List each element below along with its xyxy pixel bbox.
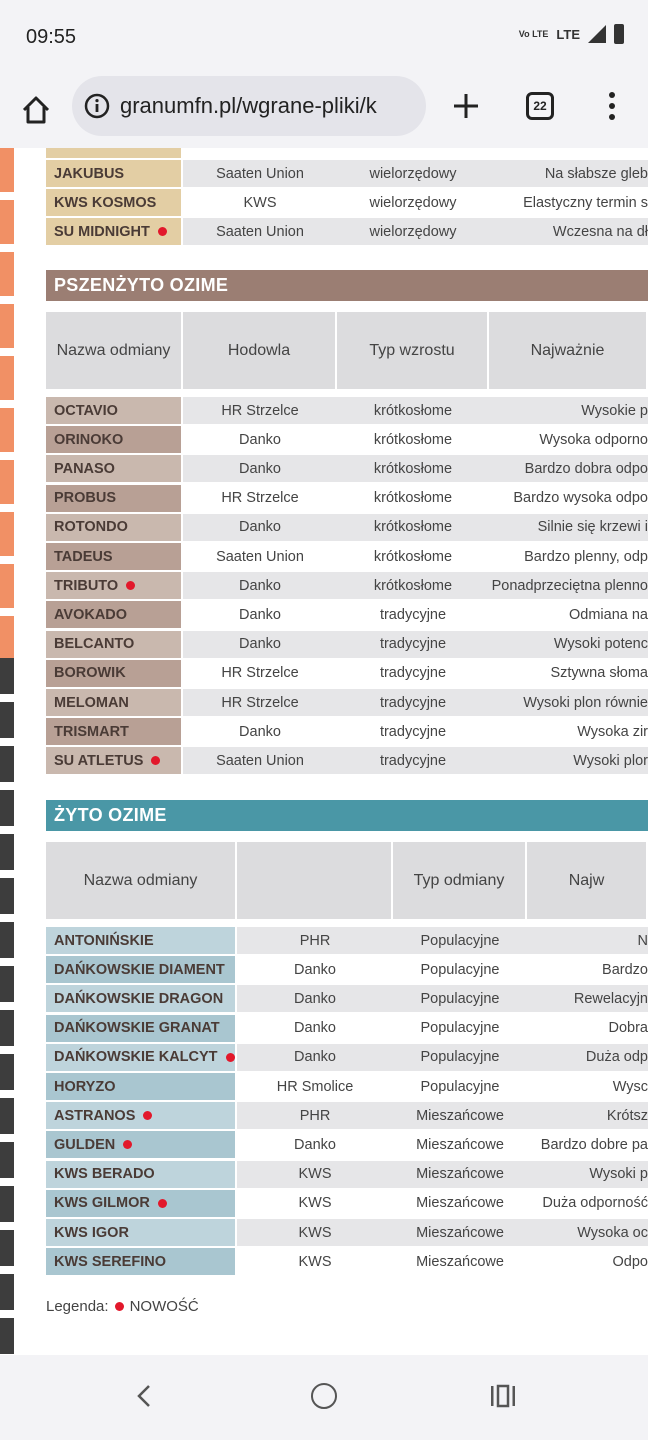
header-type: Typ odmiany [393, 842, 527, 919]
variety-name [46, 1161, 237, 1188]
variety-name [46, 718, 183, 745]
note-cell: Wysoki plor [573, 752, 648, 769]
volte-icon: Vo LTE [518, 28, 549, 39]
variety-name [46, 543, 183, 570]
note-cell: Elastyczny termin s [523, 194, 648, 211]
breeder-cell: KWS [298, 1195, 332, 1212]
type-cell: wielorzędowy [369, 165, 457, 182]
variety-name-text: TADEUS [54, 548, 113, 565]
type-cell: Populacyjne [420, 961, 500, 978]
type-cell: Populacyjne [420, 1020, 500, 1037]
variety-name-text: TRIBUTO [54, 577, 119, 594]
note-cell: Odmiana na [569, 606, 648, 623]
type-cell: Populacyjne [420, 1078, 500, 1095]
type-cell: Mieszańcowe [416, 1195, 504, 1212]
overflow-menu-icon[interactable] [600, 86, 624, 126]
type-cell: Mieszańcowe [416, 1166, 504, 1183]
note-cell: Duża odp [585, 1049, 648, 1066]
home-nav-icon[interactable] [311, 1383, 337, 1409]
variety-name [46, 1219, 237, 1246]
breeder-cell: Danko [294, 961, 336, 978]
table-row [46, 985, 648, 1012]
note-cell: Wysokie p [581, 402, 648, 419]
breeder-cell: KWS [298, 1224, 332, 1241]
table-row [46, 572, 648, 599]
type-cell: krótkosłome [373, 519, 453, 536]
header-notes: Najważnie [489, 312, 648, 389]
type-cell: tradycyjne [379, 694, 447, 711]
table-row [46, 1190, 648, 1217]
signal-icon [588, 25, 606, 43]
breeder-cell: HR Strzelce [221, 665, 299, 682]
type-cell: Populacyjne [420, 932, 500, 949]
table-row [46, 543, 648, 570]
variety-name-text: DAŃKOWSKIE DIAMENT [54, 961, 225, 978]
status-bar [0, 0, 648, 76]
variety-name-text: AVOKADO [54, 606, 128, 623]
note-cell: Wysoki plon równie [523, 694, 648, 711]
note-cell: Wysoka oc [577, 1224, 648, 1241]
note-cell: Krótsz [606, 1107, 648, 1124]
variety-name [46, 218, 183, 245]
type-cell: tradycyjne [379, 723, 447, 740]
table-row [46, 1015, 648, 1042]
breeder-cell: PHR [299, 1107, 331, 1124]
variety-name [46, 572, 183, 599]
variety-name [46, 455, 183, 482]
variety-name-text: OCTAVIO [54, 402, 118, 419]
new-dot-icon [126, 581, 135, 590]
variety-name-text: DAŃKOWSKIE GRANAT [54, 1020, 220, 1037]
variety-name [46, 601, 183, 628]
table-row [46, 1073, 648, 1100]
variety-name-text: SU MIDNIGHT [54, 223, 150, 240]
variety-name [46, 160, 183, 187]
note-cell: Sztywna słoma [550, 665, 648, 682]
variety-name [46, 485, 183, 512]
type-cell: krótkosłome [373, 431, 453, 448]
variety-name [46, 1015, 237, 1042]
breeder-cell: Danko [294, 1136, 336, 1153]
status-time: 09:55 [26, 26, 77, 48]
header-type: Typ wzrostu [337, 312, 489, 389]
table-row [46, 631, 648, 658]
breeder-cell: Danko [239, 723, 281, 740]
header-name: Nazwa odmiany [46, 842, 237, 919]
table-row [46, 485, 648, 512]
new-dot-icon [158, 227, 167, 236]
variety-name [46, 660, 183, 687]
variety-name [46, 397, 183, 424]
network-type: LTE [556, 26, 580, 42]
variety-name-text: PANASO [54, 460, 115, 477]
variety-name [46, 956, 237, 983]
variety-name-text: ORINOKO [54, 431, 124, 448]
breeder-cell: Danko [239, 606, 281, 623]
home-icon[interactable] [16, 90, 56, 130]
note-cell: Wczesna na dł [552, 223, 648, 240]
table-row [46, 1131, 648, 1158]
legend [46, 1298, 199, 1315]
variety-name-text: GULDEN [54, 1136, 116, 1153]
breeder-cell: HR Strzelce [221, 402, 299, 419]
table-row [46, 1161, 648, 1188]
recent-apps-icon[interactable] [489, 1383, 517, 1409]
variety-name [46, 1131, 237, 1158]
breeder-cell: Danko [294, 990, 336, 1007]
note-cell: Silnie się krzewi i [537, 519, 648, 536]
section-title-pszenzyto: PSZENŻYTO OZIME [46, 270, 648, 301]
breeder-cell: Saaten Union [216, 165, 304, 182]
type-cell: tradycyjne [379, 665, 447, 682]
system-nav-bar [0, 1355, 648, 1440]
table-row [46, 956, 648, 983]
variety-name-text: TRISMART [54, 723, 129, 740]
note-cell: Ponadprzeciętna plenno [491, 577, 648, 594]
header-name: Nazwa odmiany [46, 312, 183, 389]
breeder-cell: Danko [239, 577, 281, 594]
variety-name-text: KWS IGOR [54, 1224, 129, 1241]
new-dot-icon [115, 1302, 124, 1311]
note-cell: Wysoki potenc [553, 636, 648, 653]
side-decoration [0, 148, 14, 1355]
table-row [46, 160, 648, 187]
header-breeder: Hodowla [183, 312, 337, 389]
address-bar[interactable] [72, 76, 426, 136]
variety-name [46, 148, 183, 158]
status-icons [519, 24, 624, 44]
breeder-cell: Danko [239, 460, 281, 477]
breeder-cell: Danko [239, 519, 281, 536]
variety-name-text: ASTRANOS [54, 1107, 136, 1124]
breeder-cell: KWS [243, 194, 277, 211]
note-cell: Duża odporność [542, 1195, 648, 1212]
table-row [46, 397, 648, 424]
table-row [46, 218, 648, 245]
note-cell: N [637, 932, 648, 949]
legend-new-label: NOWOŚĆ [129, 1298, 199, 1315]
note-cell: Bardzo dobra odpo [524, 460, 648, 477]
table-row [46, 747, 648, 774]
variety-name-text: DAŃKOWSKIE DRAGON [54, 990, 224, 1007]
variety-name [46, 1248, 237, 1275]
tab-switcher-button[interactable]: 22 [526, 92, 554, 120]
type-cell: tradycyjne [379, 752, 447, 769]
breeder-cell: Saaten Union [216, 223, 304, 240]
variety-name-text: KWS SEREFINO [54, 1253, 166, 1270]
table-row-partial [46, 148, 183, 158]
table-row [46, 927, 648, 954]
breeder-cell: Danko [239, 431, 281, 448]
table-row [46, 426, 648, 453]
breeder-cell: Danko [239, 636, 281, 653]
type-cell: krótkosłome [373, 548, 453, 565]
type-cell: krótkosłome [373, 577, 453, 594]
header-breeder [237, 842, 393, 919]
type-cell: Mieszańcowe [416, 1224, 504, 1241]
variety-name-text: HORYZO [54, 1078, 116, 1095]
table-row [46, 689, 648, 716]
variety-name-text: ROTONDO [54, 519, 128, 536]
breeder-cell: HR Strzelce [221, 694, 299, 711]
breeder-cell: Danko [294, 1049, 336, 1066]
back-icon[interactable] [132, 1383, 158, 1409]
variety-name [46, 189, 183, 216]
variety-name-text: DAŃKOWSKIE KALCYT [54, 1049, 218, 1066]
new-dot-icon [143, 1111, 152, 1120]
type-cell: Mieszańcowe [416, 1253, 504, 1270]
page-content[interactable] [0, 148, 648, 1355]
type-cell: wielorzędowy [369, 223, 457, 240]
type-cell: Populacyjne [420, 990, 500, 1007]
table-row [46, 514, 648, 541]
new-dot-icon [158, 1199, 167, 1208]
type-cell: krótkosłome [373, 490, 453, 507]
table-row [46, 1102, 648, 1129]
new-dot-icon [123, 1140, 132, 1149]
table-row [46, 189, 648, 216]
table-row [46, 660, 648, 687]
variety-name [46, 1190, 237, 1217]
url-text[interactable]: granumfn.pl/wgrane-pliki/k [120, 93, 377, 118]
breeder-cell: KWS [298, 1166, 332, 1183]
note-cell: Wysoka zir [577, 723, 648, 740]
breeder-cell: Saaten Union [216, 548, 304, 565]
info-icon[interactable] [84, 93, 110, 119]
breeder-cell: HR Smolice [276, 1078, 354, 1095]
table-row [46, 1219, 648, 1246]
table-row [46, 718, 648, 745]
note-cell: Bardzo plenny, odp [524, 548, 648, 565]
note-cell: Wysc [612, 1078, 648, 1095]
variety-name-text: SU ATLETUS [54, 752, 144, 769]
new-dot-icon [151, 756, 160, 765]
note-cell: Dobra [608, 1020, 648, 1037]
pszenzyto-column-headers [46, 312, 648, 389]
note-cell: Wysoka odporno [539, 431, 648, 448]
variety-name [46, 689, 183, 716]
variety-name [46, 927, 237, 954]
type-cell: krótkosłome [373, 402, 453, 419]
browser-toolbar [0, 76, 648, 148]
battery-icon [614, 24, 624, 44]
note-cell: Bardzo [602, 961, 648, 978]
variety-name [46, 514, 183, 541]
variety-name [46, 1102, 237, 1129]
header-notes: Najw [527, 842, 648, 919]
variety-name-text: BELCANTO [54, 636, 135, 653]
zyto-column-headers [46, 842, 648, 919]
type-cell: Populacyjne [420, 1049, 500, 1066]
table-row [46, 1044, 648, 1071]
variety-name [46, 1044, 237, 1071]
variety-name [46, 985, 237, 1012]
breeder-cell: Saaten Union [216, 752, 304, 769]
variety-name-text: BOROWIK [54, 665, 126, 682]
type-cell: tradycyjne [379, 606, 447, 623]
variety-name-text: PROBUS [54, 490, 117, 507]
new-dot-icon [226, 1053, 235, 1062]
variety-name-text: KWS GILMOR [54, 1195, 150, 1212]
table-row [46, 1248, 648, 1275]
variety-name-text: MELOMAN [54, 694, 129, 711]
note-cell: Wysoki p [589, 1166, 648, 1183]
type-cell: tradycyjne [379, 636, 447, 653]
variety-name-text: KWS KOSMOS [54, 194, 157, 211]
legend-label: Legenda: [46, 1298, 109, 1315]
variety-name [46, 747, 183, 774]
note-cell: Odpo [612, 1253, 648, 1270]
breeder-cell: PHR [299, 932, 331, 949]
note-cell: Na słabsze gleb [544, 165, 648, 182]
breeder-cell: HR Strzelce [221, 490, 299, 507]
table-row [46, 601, 648, 628]
table-row [46, 455, 648, 482]
new-tab-icon[interactable] [446, 84, 486, 128]
variety-name-text: KWS BERADO [54, 1166, 155, 1183]
breeder-cell: KWS [298, 1253, 332, 1270]
type-cell: wielorzędowy [369, 194, 457, 211]
variety-name [46, 631, 183, 658]
variety-name [46, 426, 183, 453]
breeder-cell: Danko [294, 1020, 336, 1037]
note-cell: Rewelacyjn [573, 990, 648, 1007]
variety-name [46, 1073, 237, 1100]
type-cell: krótkosłome [373, 460, 453, 477]
note-cell: Bardzo wysoka odpo [513, 490, 648, 507]
variety-name-text: JAKUBUS [54, 165, 125, 182]
note-cell: Bardzo dobre pa [540, 1136, 648, 1153]
type-cell: Mieszańcowe [416, 1107, 504, 1124]
type-cell: Mieszańcowe [416, 1136, 504, 1153]
variety-name-text: ANTONIŃSKIE [54, 932, 154, 949]
section-title-zyto: ŻYTO OZIME [46, 800, 648, 831]
